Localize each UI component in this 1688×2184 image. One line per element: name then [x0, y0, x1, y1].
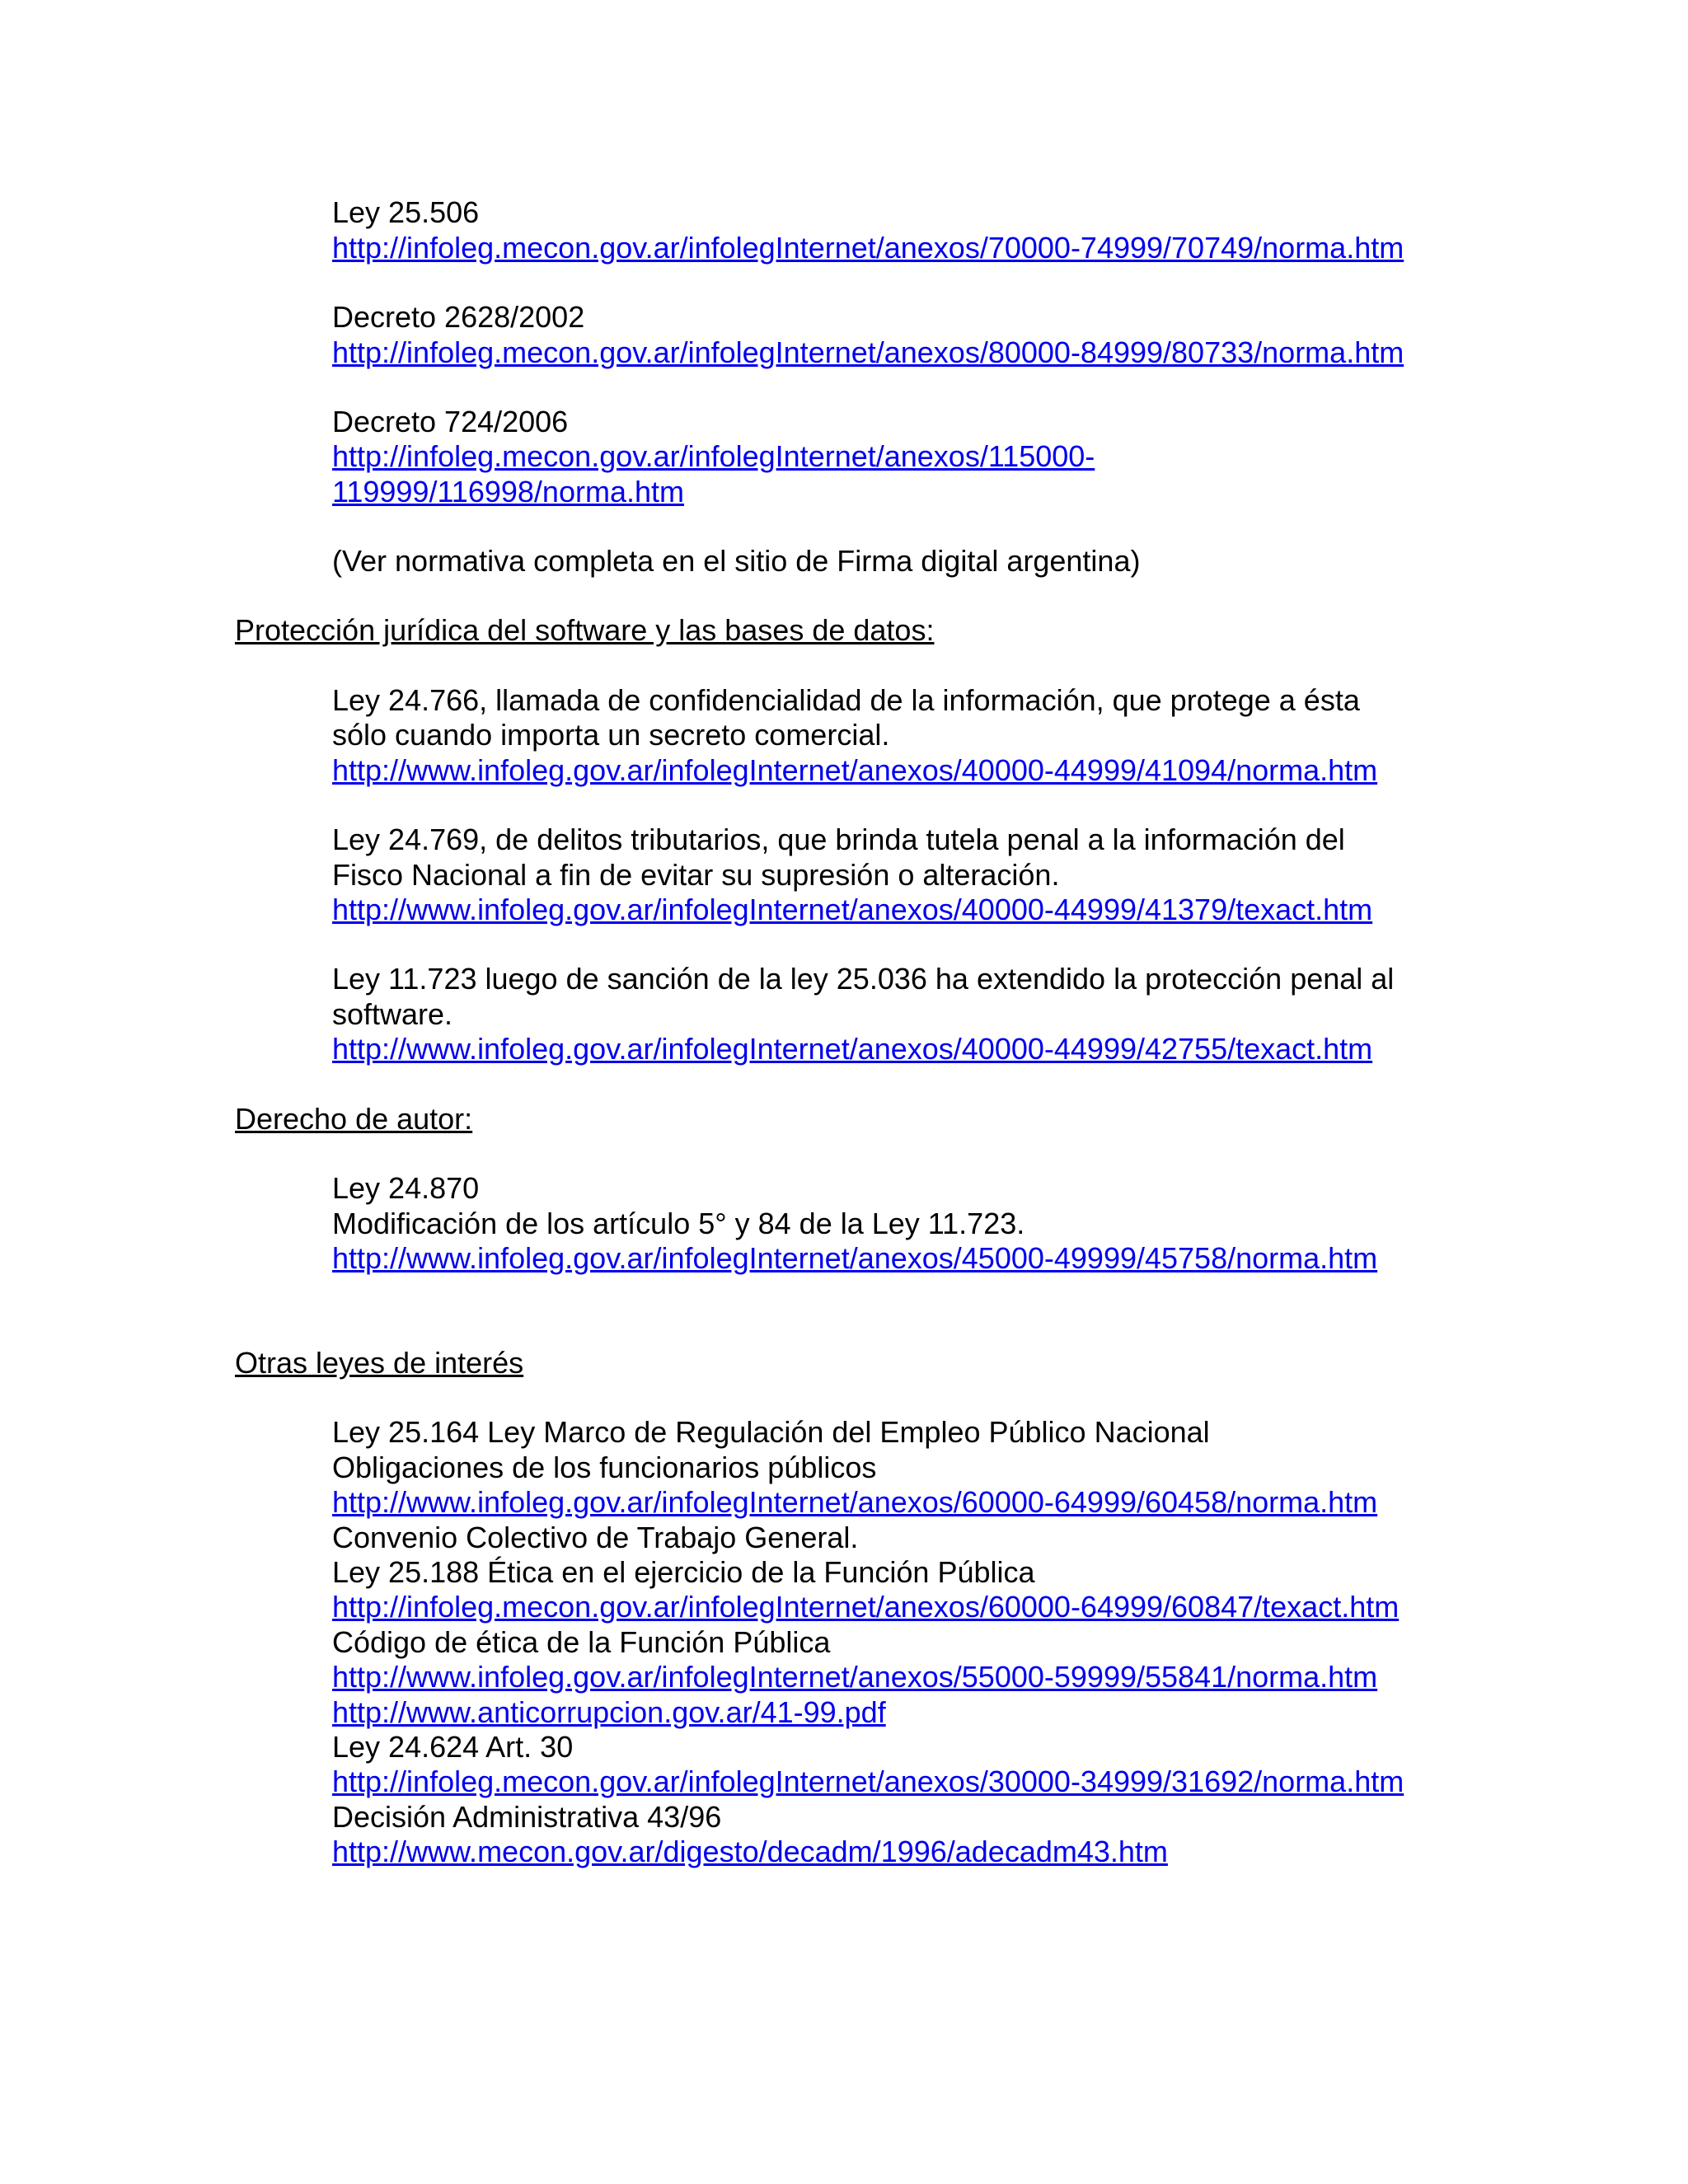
ley-24624-title: Ley 24.624 Art. 30 — [332, 1730, 574, 1764]
ley-24766-line2: sólo cuando importa un secreto comercial. — [332, 718, 890, 752]
ley-11723-line1: Ley 11.723 luego de sanción de la ley 25.036 ha extendido la protección penal al — [332, 962, 1395, 996]
ley-24870-desc: Modificación de los artículo 5° y 84 de la Ley 11.723. — [332, 1207, 1025, 1240]
ley-24769-line1: Ley 24.769, de delitos tributarios, que brinda tutela penal a la información del — [332, 823, 1345, 856]
ley-25506-title: Ley 25.506 — [332, 195, 480, 229]
ley-24624-link[interactable]: http://infoleg.mecon.gov.ar/infolegInternet/anexos/30000-34999/31692/norma.htm — [332, 1765, 1404, 1798]
codigo-etica-text: Código de ética de la Función Pública — [332, 1625, 831, 1659]
ley-25164-title: Ley 25.164 Ley Marco de Regulación del Empleo Público Nacional — [332, 1415, 1210, 1449]
decreto-2628-title: Decreto 2628/2002 — [332, 300, 585, 334]
ley-24766-link[interactable]: http://www.infoleg.gov.ar/infolegInternet/anexos/40000-44999/41094/norma.htm — [332, 753, 1378, 787]
ley-25188-title: Ley 25.188 Ética en el ejercicio de la Función Pública — [332, 1555, 1035, 1589]
section-heading-proteccion: Protección jurídica del software y las bases de datos: — [235, 613, 935, 647]
decision-administrativa-link[interactable]: http://www.mecon.gov.ar/digesto/decadm/1996/adecadm43.htm — [332, 1835, 1168, 1868]
ley-25506-link[interactable]: http://infoleg.mecon.gov.ar/infolegInternet/anexos/70000-74999/70749/norma.htm — [332, 231, 1404, 265]
obligaciones-text: Obligaciones de los funcionarios públicos — [332, 1451, 877, 1484]
ley-25188-link[interactable]: http://infoleg.mecon.gov.ar/infolegInternet/anexos/60000-64999/60847/texact.htm — [332, 1590, 1400, 1624]
convenio-text: Convenio Colectivo de Trabajo General. — [332, 1521, 859, 1554]
codigo-etica-link[interactable]: http://www.infoleg.gov.ar/infolegInternet/anexos/55000-59999/55841/norma.htm — [332, 1660, 1378, 1694]
ley-24769-line2: Fisco Nacional a fin de evitar su supresión o alteración. — [332, 858, 1060, 892]
section-heading-otras-leyes: Otras leyes de interés — [235, 1346, 524, 1380]
ley-11723-link[interactable]: http://www.infoleg.gov.ar/infolegInternet/anexos/40000-44999/42755/texact.htm — [332, 1032, 1373, 1066]
decreto-724-title: Decreto 724/2006 — [332, 405, 569, 438]
decreto-724-link-line2[interactable]: 119999/116998/norma.htm — [332, 475, 684, 509]
anticorrupcion-link[interactable]: http://www.anticorrupcion.gov.ar/41-99.pdf — [332, 1695, 886, 1729]
ley-24766-line1: Ley 24.766, llamada de confidencialidad de la información, que protege a ésta — [332, 683, 1360, 717]
ley-24870-link[interactable]: http://www.infoleg.gov.ar/infolegInternet/anexos/45000-49999/45758/norma.htm — [332, 1241, 1378, 1275]
ley-25164-link[interactable]: http://www.infoleg.gov.ar/infolegInternet/anexos/60000-64999/60458/norma.htm — [332, 1485, 1378, 1519]
decision-administrativa-title: Decisión Administrativa 43/96 — [332, 1800, 722, 1834]
decreto-2628-link[interactable]: http://infoleg.mecon.gov.ar/infolegInternet/anexos/80000-84999/80733/norma.htm — [332, 335, 1404, 369]
ley-11723-line2: software. — [332, 997, 453, 1031]
ley-24769-link[interactable]: http://www.infoleg.gov.ar/infolegInternet/anexos/40000-44999/41379/texact.htm — [332, 893, 1373, 926]
decreto-724-link-line1[interactable]: http://infoleg.mecon.gov.ar/infolegInternet/anexos/115000- — [332, 439, 1095, 473]
firma-digital-note: (Ver normativa completa en el sitio de Firma digital argentina) — [332, 544, 1141, 578]
section-heading-derecho-autor: Derecho de autor: — [235, 1102, 473, 1136]
ley-24870-title: Ley 24.870 — [332, 1171, 480, 1205]
